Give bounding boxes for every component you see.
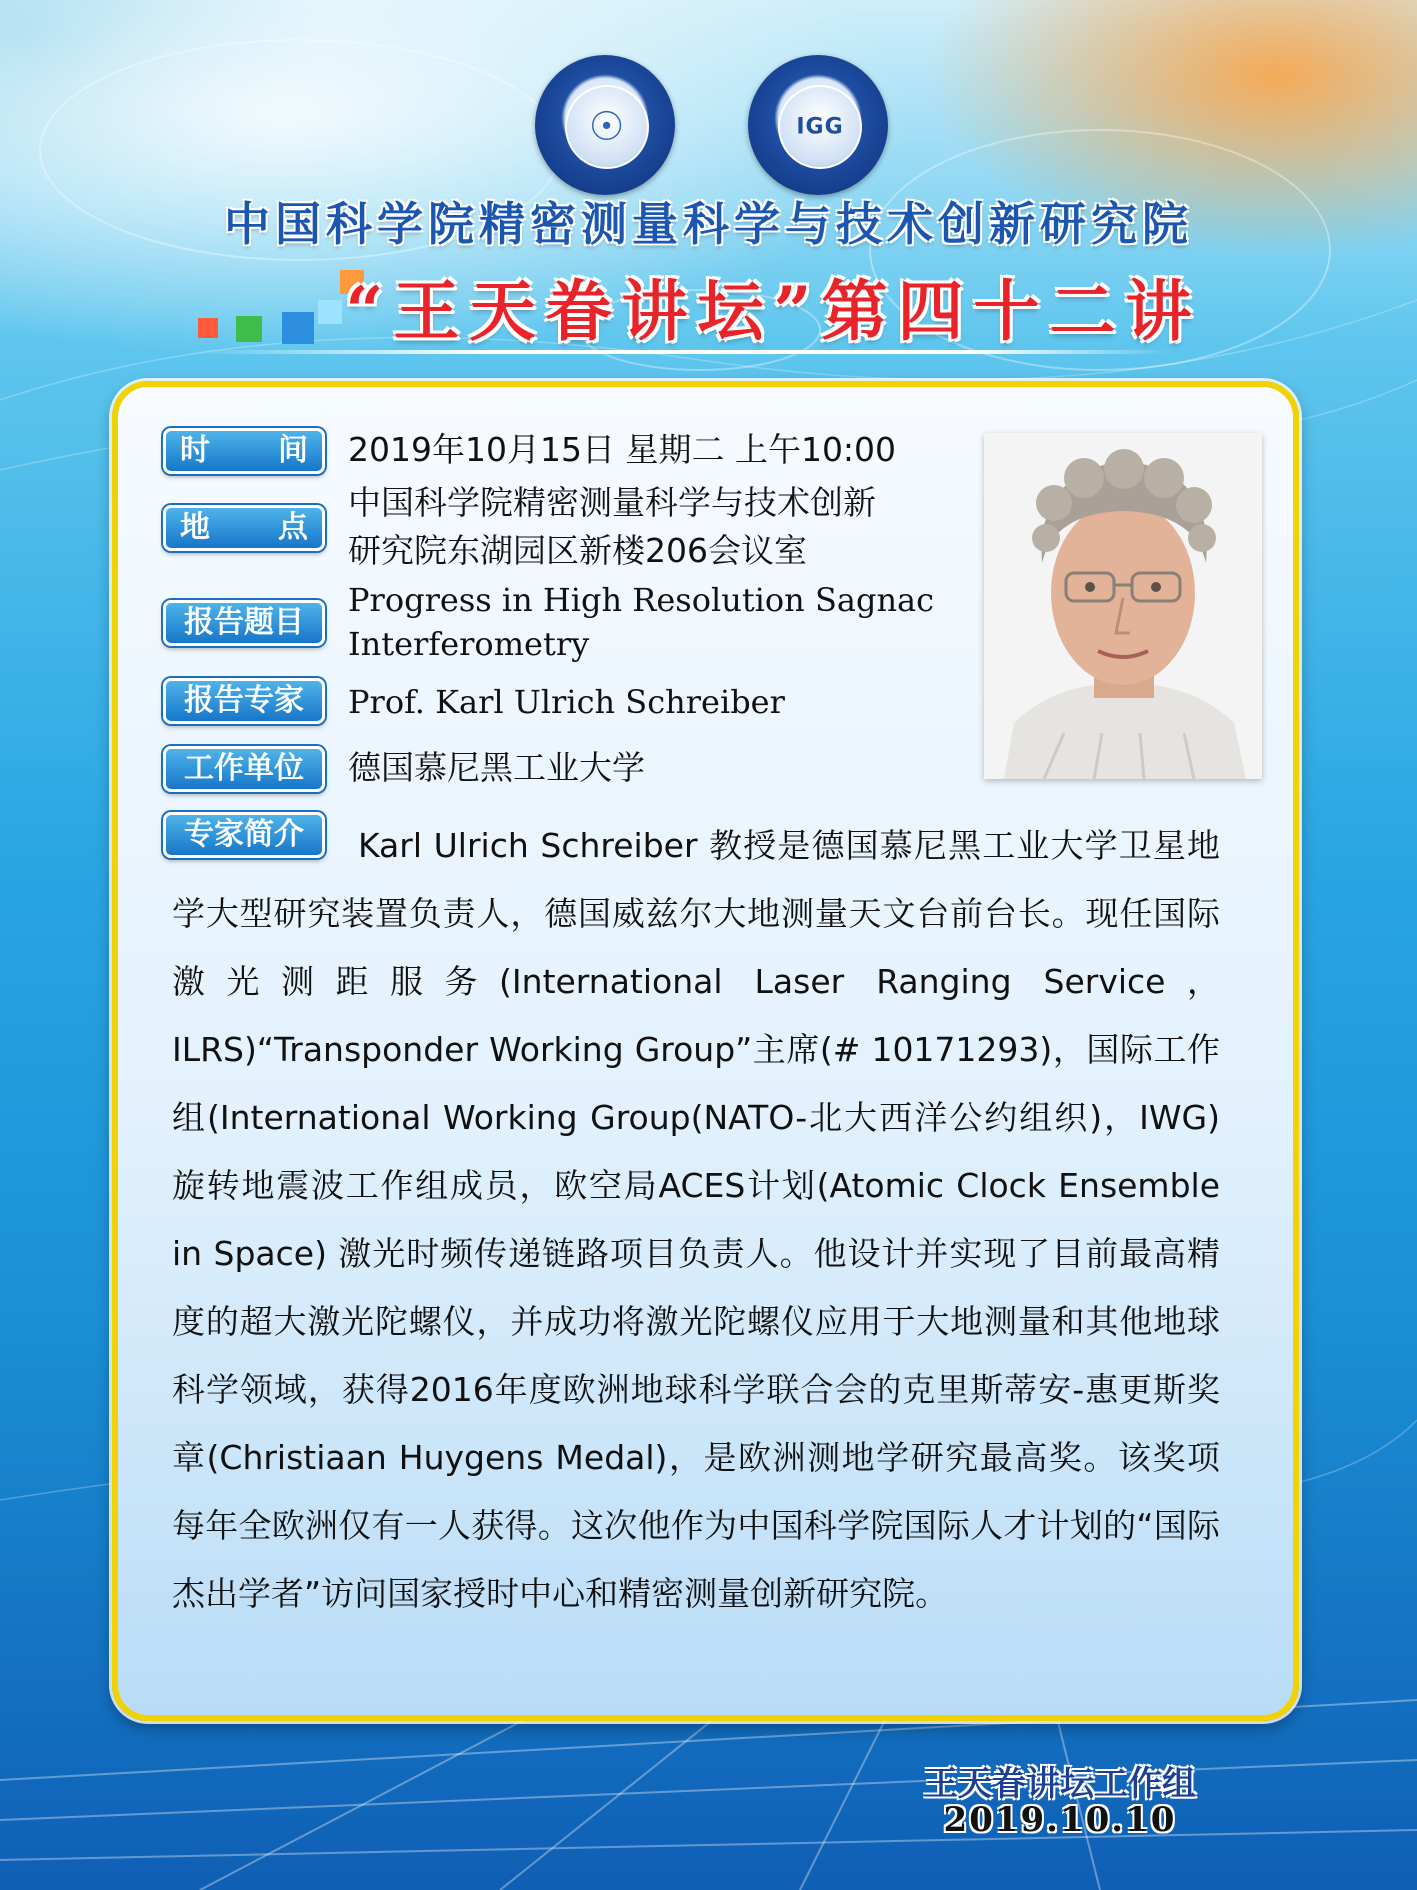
location-value-line2: 研究院东湖园区新楼206会议室	[348, 531, 807, 570]
bio-text	[172, 812, 1231, 1628]
topic-label: 报告题目	[163, 600, 325, 646]
wuhan-institute-logo	[535, 55, 675, 195]
topic-value-line2: Interferometry	[348, 625, 590, 663]
bio-paragraph: Karl Ulrich Schreiber 教授是德国慕尼黑工业大学卫星地学大型研究装置负责人，德国威兹尔大地测量天文台前台长。现任国际激光测距服务(International Laser Ranging Service，ILRS)“Transponder Working Group”主席(# 10171293)，国际工作组(International Working Group(NATO-北大西洋公约组织)，IWG)旋转地震波工作组成员，欧空局ACES计划(Atomic Clock Ensemble in Space) 激光时频传递链路项目负责人。他设计并实现了目前最高精度的超大激光陀螺仪，并成功将激光陀螺仪应用于大地测量和其他地球科学领域，获得2016年度欧洲地球科学联合会的克里斯蒂安-惠更斯奖章(Christiaan Huygens Medal)，是欧洲测地学研究最高奖。该奖项每年全欧洲仅有一人获得。这次他作为中国科学院国际人才计划的“国际杰出学者”访问国家授时中心和精密测量创新研究院。	[172, 826, 1231, 1613]
igg-logo	[748, 55, 888, 195]
footer-organizer: 王天眷讲坛工作组	[924, 1764, 1196, 1804]
igg-logo-text: IGG	[796, 114, 844, 140]
time-value: 2019年10月15日 星期二 上午10:00	[348, 430, 897, 469]
speaker-photo	[984, 433, 1262, 779]
topic-value-line1: Progress in High Resolution Sagnac	[348, 581, 935, 619]
speaker-portrait-image	[984, 433, 1262, 779]
time-label: 时 间	[163, 428, 325, 474]
footer-date: 2019.10.10	[943, 1800, 1177, 1840]
location-value-line1: 中国科学院精密测量科学与技术创新	[348, 483, 876, 522]
lecture-series-title: “王天眷讲坛”第四十二讲	[345, 272, 1202, 350]
affiliation-label: 工作单位	[163, 746, 325, 792]
bio-label: 专家简介	[163, 812, 325, 858]
affiliation-value: 德国慕尼黑工业大学	[348, 748, 645, 787]
atom-figure-icon: ☉	[588, 104, 626, 150]
speaker-label: 报告专家	[163, 678, 325, 724]
speaker-value: Prof. Karl Ulrich Schreiber	[348, 683, 785, 721]
location-label: 地 点	[163, 505, 325, 551]
institute-title: 中国科学院精密测量科学与技术创新研究院	[224, 197, 1193, 251]
